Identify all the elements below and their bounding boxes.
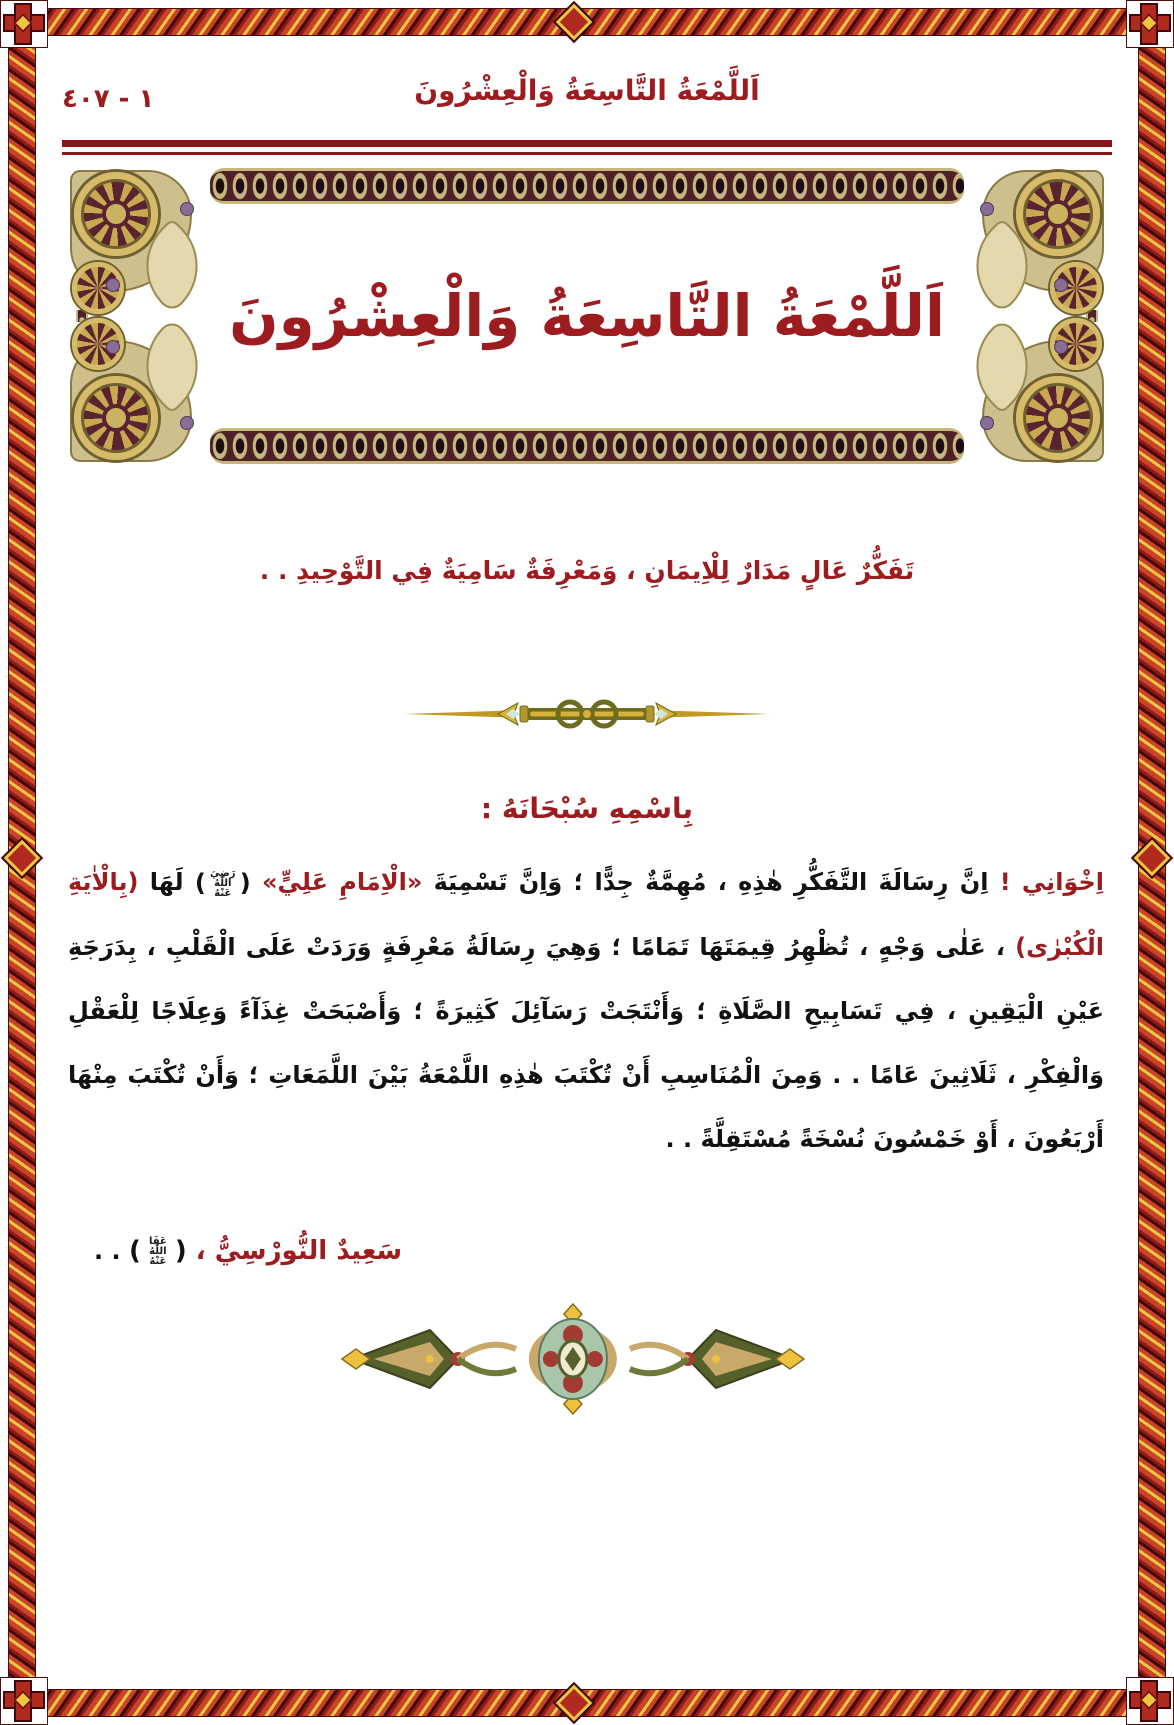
title-frame	[62, 160, 1112, 472]
frame-corner-ornament-icon	[62, 160, 214, 318]
body-paragraph: اِخْوَانِي ! اِنَّ رِسَالَةَ التَّفَكُّرِ هٰذِهِ ، مُهِمَّةٌ جِدًّا ؛ وَاِنَّ تَسْمِيَةَ «الْاِمَامِ عَلِيٍّ» (رَضِيَ اللّٰهُ عَنْهُ) لَهَا (بِالْاٰيَةِ الْكُبْرٰى) ، عَلٰى وَجْهٍ ، تُظْهِرُ قِيمَتَهَا تَمَامًا ؛ وَهِيَ رِسَالَةُ مَعْرِفَةٍ وَرَدَتْ عَلَى الْقَلْبِ ، بِدَرَجَةِ عَيْنِ الْيَقِينِ ، فِي تَسَابِيحِ الصَّلَاةِ ؛ وَأَنْتَجَتْ رَسَآئِلَ كَثِيرَةً ؛ وَأَصْبَحَتْ غِذَآءً وَعِلَاجًا لِلْعَقْلِ وَالْفِكْرِ ، ثَلَاثِينَ عَامًا . . وَمِنَ الْمُنَاسِبِ أَنْ تُكْتَبَ هٰذِهِ اللَّمْعَةُ بَيْنَ اللَّمَعَاتِ ؛ وَأَنْ تُكْتَبَ مِنْهَا أَرْبَعُونَ ، أَوْ خَمْسُونَ نُسْخَةً مُسْتَقِلَّةً . .	[68, 850, 1104, 1171]
border-corner-cross-icon	[0, 0, 48, 48]
frame-corner-ornament-icon	[62, 314, 214, 472]
frame-corner-ornament-icon	[960, 160, 1112, 318]
chapter-title: اَللَّمْعَةُ التَّاسِعَةُ وَالْعِشْرُونَ	[229, 282, 945, 350]
frame-bead-band-bottom	[210, 428, 964, 464]
border-corner-cross-icon	[0, 1677, 48, 1725]
border-corner-cross-icon	[1126, 1677, 1174, 1725]
running-header-title: اَللَّمْعَةُ التَّاسِعَةُ وَالْعِشْرُونَ	[414, 74, 760, 107]
author-signature: سَعِيدٌ النُّورْسِيُّ ، (عَفَا اللّٰهُ عَنْهُ) . .	[94, 1235, 403, 1267]
header-rule-thick	[62, 140, 1112, 147]
page-number: ١ - ٤٠٧	[62, 84, 155, 114]
border-corner-cross-icon	[1126, 0, 1174, 48]
divider-ornament-icon	[402, 694, 772, 738]
honorific-seal: (عَفَا اللّٰهُ عَنْهُ)	[128, 1235, 187, 1267]
frame-corner-ornament-icon	[960, 314, 1112, 472]
honorific-seal: (رَضِيَ اللّٰهُ عَنْهُ)	[194, 868, 251, 899]
basmala-heading: بِاسْمِهِ سُبْحَانَهُ :	[480, 792, 694, 825]
footer-ornament-icon	[338, 1302, 808, 1421]
header-rule-thin	[62, 152, 1112, 155]
frame-bead-band-top	[210, 168, 964, 204]
chapter-subtitle: تَفَكُّرٌ عَالٍ مَدَارٌ لِلْاِيمَانِ ، وَمَعْرِفَةٌ سَامِيَةٌ فِي التَّوْحِيدِ . .	[259, 556, 915, 585]
